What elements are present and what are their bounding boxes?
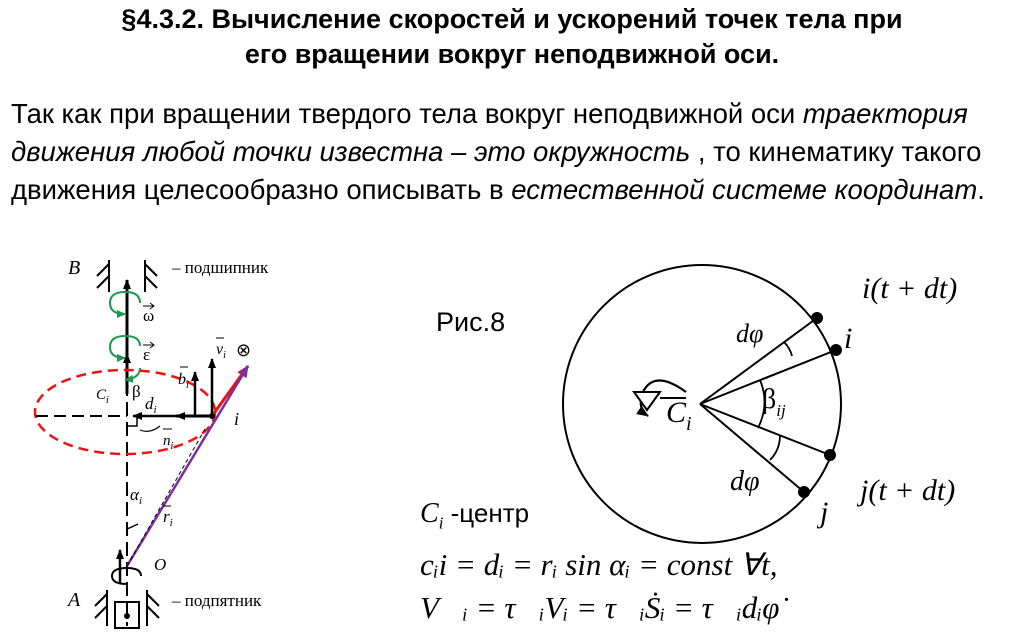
center-text: -центр	[443, 498, 530, 528]
figure-caption: Рис.8	[436, 307, 506, 337]
point-O-dot	[124, 613, 130, 619]
n-i-label: $n_i$	[163, 433, 174, 452]
formula-line-2: V⃗ᵢ = τ⃗ᵢVᵢ = τ⃗ᵢṠᵢ = τ⃗ᵢdᵢφ̇	[420, 590, 780, 625]
epsilon-label	[143, 342, 154, 364]
intro-italic-1: траектория движения любой точки известна – это окружность	[11, 98, 968, 167]
point-i	[830, 344, 842, 356]
slide-title-line-2: его вращении вокруг неподвижной оси.	[244, 39, 780, 69]
dphi-bottom-arc	[770, 435, 780, 460]
formula-line-1: cᵢi = dᵢ = rᵢ sin αᵢ = const ∀t,	[420, 547, 778, 582]
right-angle-mark	[127, 416, 137, 426]
point-j-t-dt	[798, 486, 810, 498]
point-B-label: B	[68, 257, 81, 279]
slide-title-line-1: §4.3.2. Вычисление скоростей и ускорений точек тела при	[121, 4, 903, 34]
dphi-top-label: dφ	[736, 319, 764, 348]
omega-label	[143, 303, 154, 325]
center-definition	[420, 498, 529, 534]
dphi-bottom-label: dφ	[730, 466, 760, 497]
point-A-label: A	[68, 589, 81, 611]
slide-title	[0, 2, 1024, 72]
center-symbol: $C_i$	[420, 498, 444, 533]
omega-text: ω	[143, 306, 155, 325]
cross-symbol: ⊗	[236, 340, 252, 360]
i-t-dt-label: i(t + dt)	[862, 272, 958, 305]
alpha-arc	[127, 524, 138, 529]
i-label: i	[844, 322, 853, 355]
intro-text-2: , то кинематику такого движения целесообразно описывать в	[11, 136, 982, 205]
j-label: j	[820, 496, 829, 529]
ci-support-triangle	[634, 392, 660, 410]
C-i-label: $C_i$	[96, 387, 109, 406]
point-j	[824, 449, 836, 461]
intro-text-3: .	[977, 174, 985, 205]
thrust-bearing-label: – подпятник	[172, 591, 262, 610]
b-i-label: $b_i$	[178, 371, 189, 391]
point-O-label: O	[154, 555, 167, 574]
intro-paragraph	[11, 95, 1016, 209]
j-t-dt-label: j(t + dt)	[860, 474, 956, 507]
epsilon-text: ε	[143, 345, 151, 364]
intro-italic-2: естественной системе координат	[511, 174, 978, 205]
point-i-t-dt	[811, 312, 823, 324]
epsilon-rotation-arrow	[110, 336, 140, 358]
alpha-label: $\alpha_i$	[130, 485, 142, 507]
omega-rotation-arrow	[110, 292, 140, 314]
rotating-body-diagram	[0, 254, 360, 639]
bearing-label: – подшипник	[172, 258, 269, 277]
beta-ij-label: $\beta_{ij}$	[762, 384, 786, 420]
angle-arc-small	[140, 426, 160, 431]
dphi-top-arc	[784, 342, 792, 356]
d-i-label: $d_i$	[145, 394, 157, 416]
v-i-label: $v_i$	[216, 341, 226, 361]
r-i-label: $r_i$	[163, 507, 173, 529]
intro-text-1: Так как при вращении твердого тела вокруг неподвижной оси	[11, 98, 803, 129]
C-i-center-label: $C_i$	[666, 396, 692, 435]
point-i	[209, 413, 215, 419]
beta-label: β	[132, 382, 141, 401]
point-i-label: i	[234, 409, 240, 429]
